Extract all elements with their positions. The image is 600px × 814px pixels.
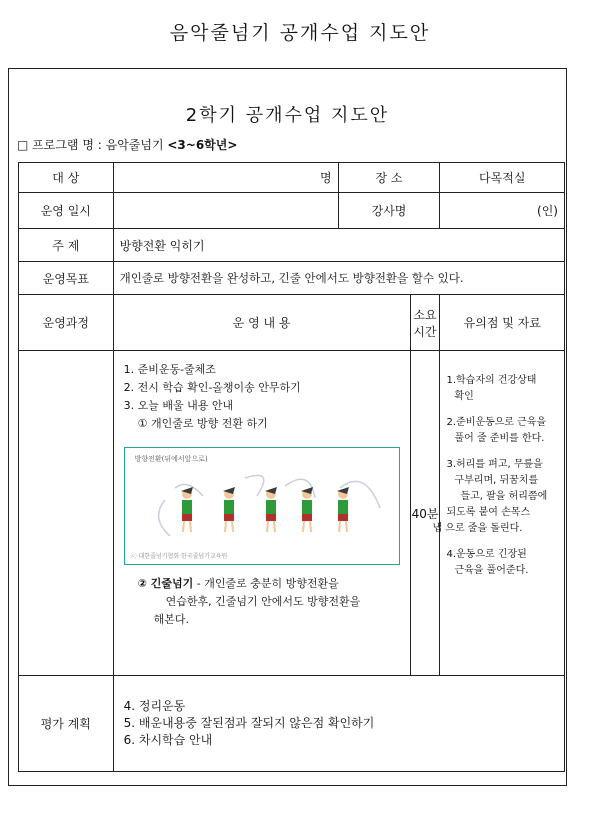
program-name — [17, 136, 237, 153]
note-item — [432, 457, 562, 537]
item2-bold: ② 긴줄넘기 — [137, 577, 194, 590]
note-text: 구부리며, 뒤꿈치를 — [454, 475, 539, 486]
eval-line: 4. 정리운동 — [123, 699, 186, 713]
goal-value: 개인줄로 방향전환을 완성하고, 긴줄 안에서도 방향전환을 할수 있다. — [113, 262, 564, 295]
time-header-line1: 소요 — [413, 307, 437, 322]
program-prefix: □ 프로그램 명 : 음악줄넘기 — [17, 138, 168, 152]
date-label: 운영 일시 — [19, 193, 114, 229]
target-label: 대 상 — [19, 163, 114, 193]
notes-header: 유의점 및 자료 — [440, 295, 565, 351]
target-value: 명 — [113, 163, 338, 193]
process-label: 운영과정 — [19, 295, 114, 351]
content-line: 2. 전시 학습 확인-올챙이송 안무하기 — [123, 381, 301, 394]
date-value — [113, 193, 338, 229]
note-text: 되도록 붙여 손목스 — [446, 507, 531, 518]
notes-cell — [432, 351, 565, 676]
jumper — [223, 487, 235, 532]
instructor-seal: (인) — [440, 193, 565, 229]
content-line: ① 개인줄로 방향 전환 하기 — [137, 417, 268, 430]
note-text: 4.운동으로 긴장된 — [446, 549, 527, 560]
time-value: 40분 — [410, 351, 440, 676]
place-value: 다목적실 — [440, 163, 565, 193]
topic-value: 방향전환 익히기 — [113, 229, 564, 262]
content-line: 3. 오늘 배울 내용 안내 — [123, 399, 234, 412]
rope-jump-illustration — [124, 447, 400, 565]
time-header — [410, 295, 440, 351]
note-text: 3.허리를 펴고, 무릎을 — [446, 459, 543, 470]
lesson-plan-frame — [8, 68, 567, 786]
jumper — [337, 487, 349, 532]
eval-line: 5. 배운내용중 잘된점과 잘되지 않은점 확인하기 — [123, 716, 375, 730]
eval-line: 6. 차시학습 안내 — [123, 733, 213, 747]
note-item — [446, 373, 562, 405]
time-header-line2: 시간 — [413, 324, 437, 339]
eval-cell — [113, 676, 564, 772]
row-date — [19, 193, 565, 229]
jumpers-figure — [125, 448, 399, 564]
jumper — [181, 487, 193, 532]
row-content — [19, 351, 565, 676]
note-text: 풀어 줄 준비를 한다. — [454, 433, 545, 444]
note-text: 근육을 풀어준다. — [454, 565, 529, 576]
content-line: 연습한후, 긴줄넘기 안에서도 방향전환을 — [165, 595, 361, 608]
program-grade: <3~6학년> — [167, 138, 238, 152]
note-text: 1.학습자의 건강상태 — [446, 375, 537, 386]
row-headers — [19, 295, 565, 351]
note-text: 확인 — [454, 391, 474, 402]
place-label: 장 소 — [338, 163, 440, 193]
row-goal — [19, 262, 565, 295]
eval-label: 평가 계획 — [19, 676, 114, 772]
jumper — [301, 487, 313, 532]
note-text: 들고, 팔을 허리쯤에 — [460, 491, 548, 502]
figure-caption: 방향전환(뒤에서앞으로) — [134, 455, 208, 463]
note-item — [446, 547, 562, 579]
goal-label: 운영목표 — [19, 262, 114, 295]
item2-rest: - 개인줄로 충분히 방향전환을 — [193, 577, 339, 590]
topic-label: 주 제 — [19, 229, 114, 262]
page-title: 음악줄넘기 공개수업 지도안 — [169, 22, 431, 44]
lesson-plan-table — [18, 162, 565, 772]
content-line: 1. 준비운동-줄체조 — [123, 363, 216, 376]
content-line: 해본다. — [153, 613, 189, 626]
figure-credit: ⓒ 대한줄넘기협회·한국줄넘기교육원 — [130, 553, 228, 560]
row-evaluation — [19, 676, 565, 772]
row-target — [19, 163, 565, 193]
note-text: 2.준비운동으로 근육을 — [446, 417, 547, 428]
content-header: 운 영 내 용 — [113, 295, 410, 351]
process-cell — [19, 351, 114, 676]
jumper — [265, 487, 277, 532]
content-cell — [113, 351, 410, 676]
note-item — [446, 415, 562, 447]
rope-swing-3 — [245, 475, 264, 496]
instructor-label: 강사명 — [338, 193, 440, 229]
rope-swing-1 — [158, 500, 169, 536]
content-item2 — [124, 575, 404, 593]
plan-title: 2학기 공개수업 지도안 — [185, 105, 390, 126]
note-text: 냅 으로 줄을 돌린다. — [432, 523, 523, 534]
row-topic — [19, 229, 565, 262]
